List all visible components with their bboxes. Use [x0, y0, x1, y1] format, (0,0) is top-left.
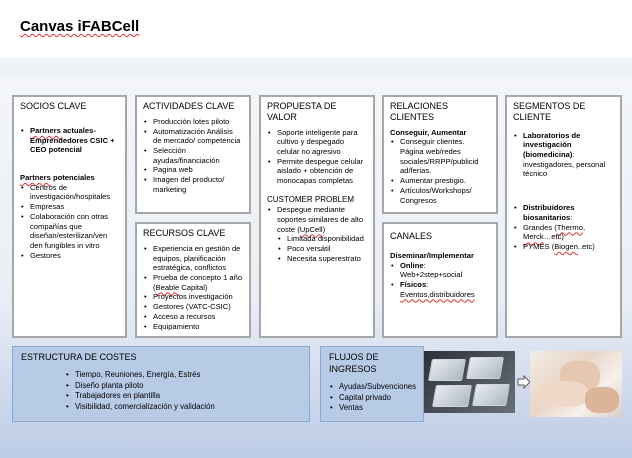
actividades-item: • Imagen del producto/ marketing [143, 175, 243, 194]
actividades-clave-box [135, 95, 251, 214]
socios-item: • Gestores [20, 251, 119, 261]
actividades-heading: ACTIVIDADES CLAVE [143, 101, 235, 111]
relaciones-sub: Conseguir, Aumentar [390, 127, 467, 137]
costes-item: • Tiempo, Reuniones, Energía, Estrés [65, 370, 301, 381]
socios-item: • Centros de investigación/hospitales [20, 183, 119, 202]
socios-clave-box [12, 95, 127, 338]
segmentos-pymes: • PYMES (Biogen..etc) [513, 242, 614, 252]
canales-box [382, 222, 498, 338]
segmentos-grandes: • Grandes (Thermo, Merck…etc) [513, 223, 614, 242]
socios-actuales: • Partners actuales- Emprendedores CSIC + CEO potencial [20, 126, 119, 155]
relaciones-heading: RELACIONES CLIENTES [390, 101, 449, 122]
segmentos-cliente-box [505, 95, 622, 338]
segmentos-laboratorios: • Laboratorios de investigación (biomedicina): investigadores, personal técnico [513, 131, 614, 180]
segmentos-distribuidores: • Distribuidores biosanitarios: [513, 203, 614, 222]
socios-item: • Colaboración con otras compañías que diseñan/esterilizan/ven den fungibles in vitro [20, 212, 119, 251]
canales-sub: Diseminar/Implementar [390, 250, 474, 260]
ingresos-item: • Capital privado [329, 393, 415, 404]
recursos-heading: RECURSOS CLAVE [143, 228, 226, 238]
flujos-ingresos-box [320, 346, 424, 422]
costes-item: • Trabajadores en plantilla [65, 391, 301, 402]
propuesta-heading: PROPUESTA DE VALOR [267, 101, 337, 122]
ingresos-item: • Ayudas/Subvenciones [329, 382, 415, 393]
recursos-item: • Experiencia en gestión de equipos, planificación estratégica, conflictos [143, 244, 243, 273]
actividades-item: • Selección ayudas/financiación [143, 146, 243, 165]
page-title: Canvas iFABCell [20, 18, 140, 35]
recursos-item: • Proyectos investigación [143, 292, 243, 302]
canales-fisicos: • Físicos: Eventos,distribuidores [390, 280, 490, 299]
canales-heading: CANALES [390, 231, 433, 241]
estructura-costes-box [12, 346, 310, 422]
propuesta-item: • Soporte inteligente para cultivo y despegado celular no agresivo [267, 128, 367, 157]
customer-problem-sub: • Limitada disponibilidad [267, 234, 367, 244]
treatment-image [530, 351, 622, 417]
title-bar [0, 0, 632, 58]
ingresos-item: • Ventas [329, 403, 415, 414]
relaciones-item: • Conseguir clientes. Página web/redes sociales/RRPP/publicid ad/ferias. [390, 137, 490, 176]
socios-item: • Empresas [20, 202, 119, 212]
customer-problem-sub: • Necesita superestrato [267, 254, 367, 264]
customer-problem-sub: • Poco versátil [267, 244, 367, 254]
relaciones-item: • Aumentar prestigio. [390, 176, 490, 186]
canales-online: • Online: Web+2step+social [390, 261, 490, 280]
ingresos-heading: FLUJOS DE INGRESOS [329, 352, 379, 375]
recursos-item: • Prueba de concepto 1 año (Beable Capital) [143, 273, 243, 292]
culture-plates-image [424, 351, 515, 413]
costes-item: • Diseño planta piloto [65, 381, 301, 392]
costes-heading: ESTRUCTURA DE COSTES [21, 352, 137, 362]
socios-heading: SOCIOS CLAVE [20, 101, 87, 111]
socios-potenciales: Partners potenciales [20, 172, 95, 182]
recursos-item: • Acceso a recursos [143, 312, 243, 322]
segmentos-heading: SEGMENTOS DE CLIENTE [513, 101, 586, 122]
customer-problem-heading: CUSTOMER PROBLEM [267, 194, 354, 204]
actividades-item: • Pagina web [143, 165, 243, 175]
relaciones-clientes-box [382, 95, 498, 214]
recursos-clave-box [135, 222, 251, 338]
arrow-right-icon [517, 375, 531, 389]
propuesta-item: • Permite despegue celular aislado + obtención de monocapas completas [267, 157, 367, 186]
customer-problem-item: • Despegue mediante soportes similares de alto coste (UpCell) [267, 205, 367, 234]
recursos-item: • Equipamiento [143, 322, 243, 332]
actividades-item: • Producción lotes piloto [143, 117, 243, 127]
costes-item: • Visibilidad, comercialización y validación [65, 402, 301, 413]
propuesta-valor-box [259, 95, 375, 338]
actividades-item: • Automatización Análisis de mercado/ competencia [143, 127, 243, 146]
recursos-item: • Gestores (VATC-CSIC) [143, 302, 243, 312]
relaciones-item: • Artículos/Workshops/ Congresos [390, 186, 490, 205]
